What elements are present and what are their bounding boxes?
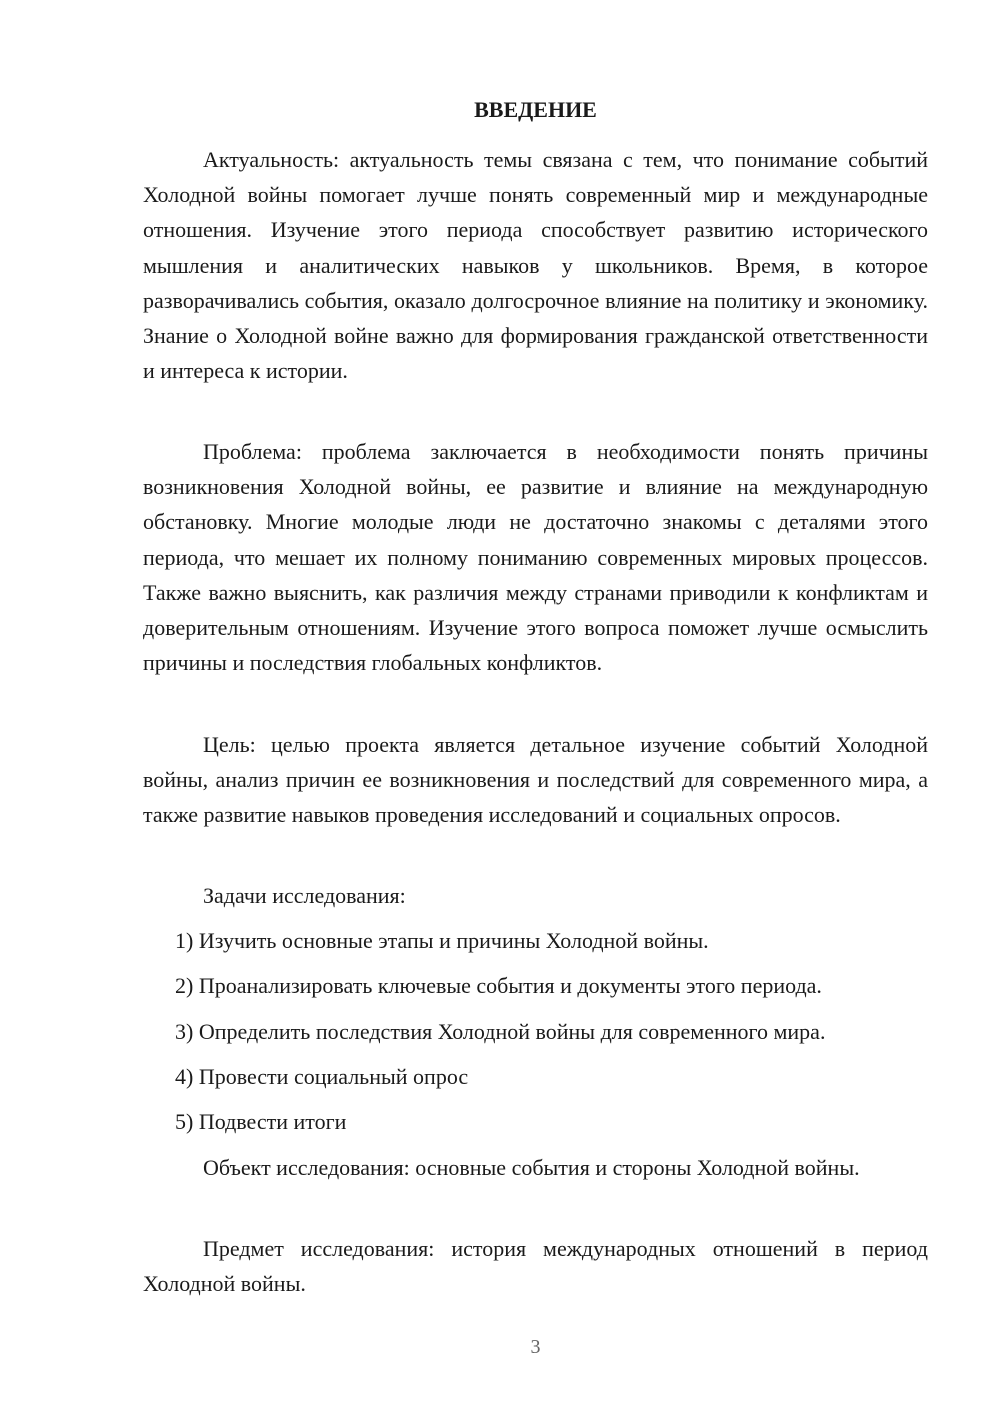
relevance-paragraph: Актуальность: актуальность темы связана с тем, что понимание событий Холодной войны помогает лучше понять современный мир и международные отношения. Изучение этого периода способствует развитию исторического мышления и аналитических навыков у школьников. Время, в которое разворачивались события, оказало долгосрочное влияние на политику и экономику. Знание о Холодной войне важно для формирования гражданской ответственности и интереса к истории. (143, 147, 928, 384)
task-item: 3) Определить последствия Холодной войны для современного мира. (175, 1019, 826, 1044)
object-paragraph: Объект исследования: основные события и стороны Холодной войны. (203, 1155, 860, 1180)
document-page (143, 0, 928, 1414)
goal-paragraph: Цель: целью проекта является детальное изучение событий Холодной войны, анализ причин ее возникновения и последствий для современного мира, а также развитие навыков проведения исследований и социальных опросов. (143, 732, 928, 828)
task-item: 5) Подвести итоги (175, 1109, 347, 1134)
task-item: 1) Изучить основные этапы и причины Холодной войны. (175, 928, 709, 953)
section-heading: ВВЕДЕНИЕ (474, 97, 597, 122)
task-item: 2) Проанализировать ключевые события и документы этого периода. (175, 973, 822, 998)
page-number: 3 (530, 1336, 541, 1358)
subject-paragraph: Предмет исследования: история международных отношений в период Холодной войны. (143, 1236, 928, 1297)
tasks-label: Задачи исследования: (203, 883, 406, 908)
task-item: 4) Провести социальный опрос (175, 1064, 469, 1089)
problem-paragraph: Проблема: проблема заключается в необходимости понять причины возникновения Холодной войны, ее развитие и влияние на международную обстановку. Многие молодые люди не достаточно знакомы с деталями этого периода, что мешает их полному пониманию современных мировых процессов. Также важно выяснить, как различия между странами приводили к конфликтам и доверительным отношениям. Изучение этого вопроса поможет лучше осмыслить причины и последствия глобальных конфликтов. (143, 439, 928, 676)
